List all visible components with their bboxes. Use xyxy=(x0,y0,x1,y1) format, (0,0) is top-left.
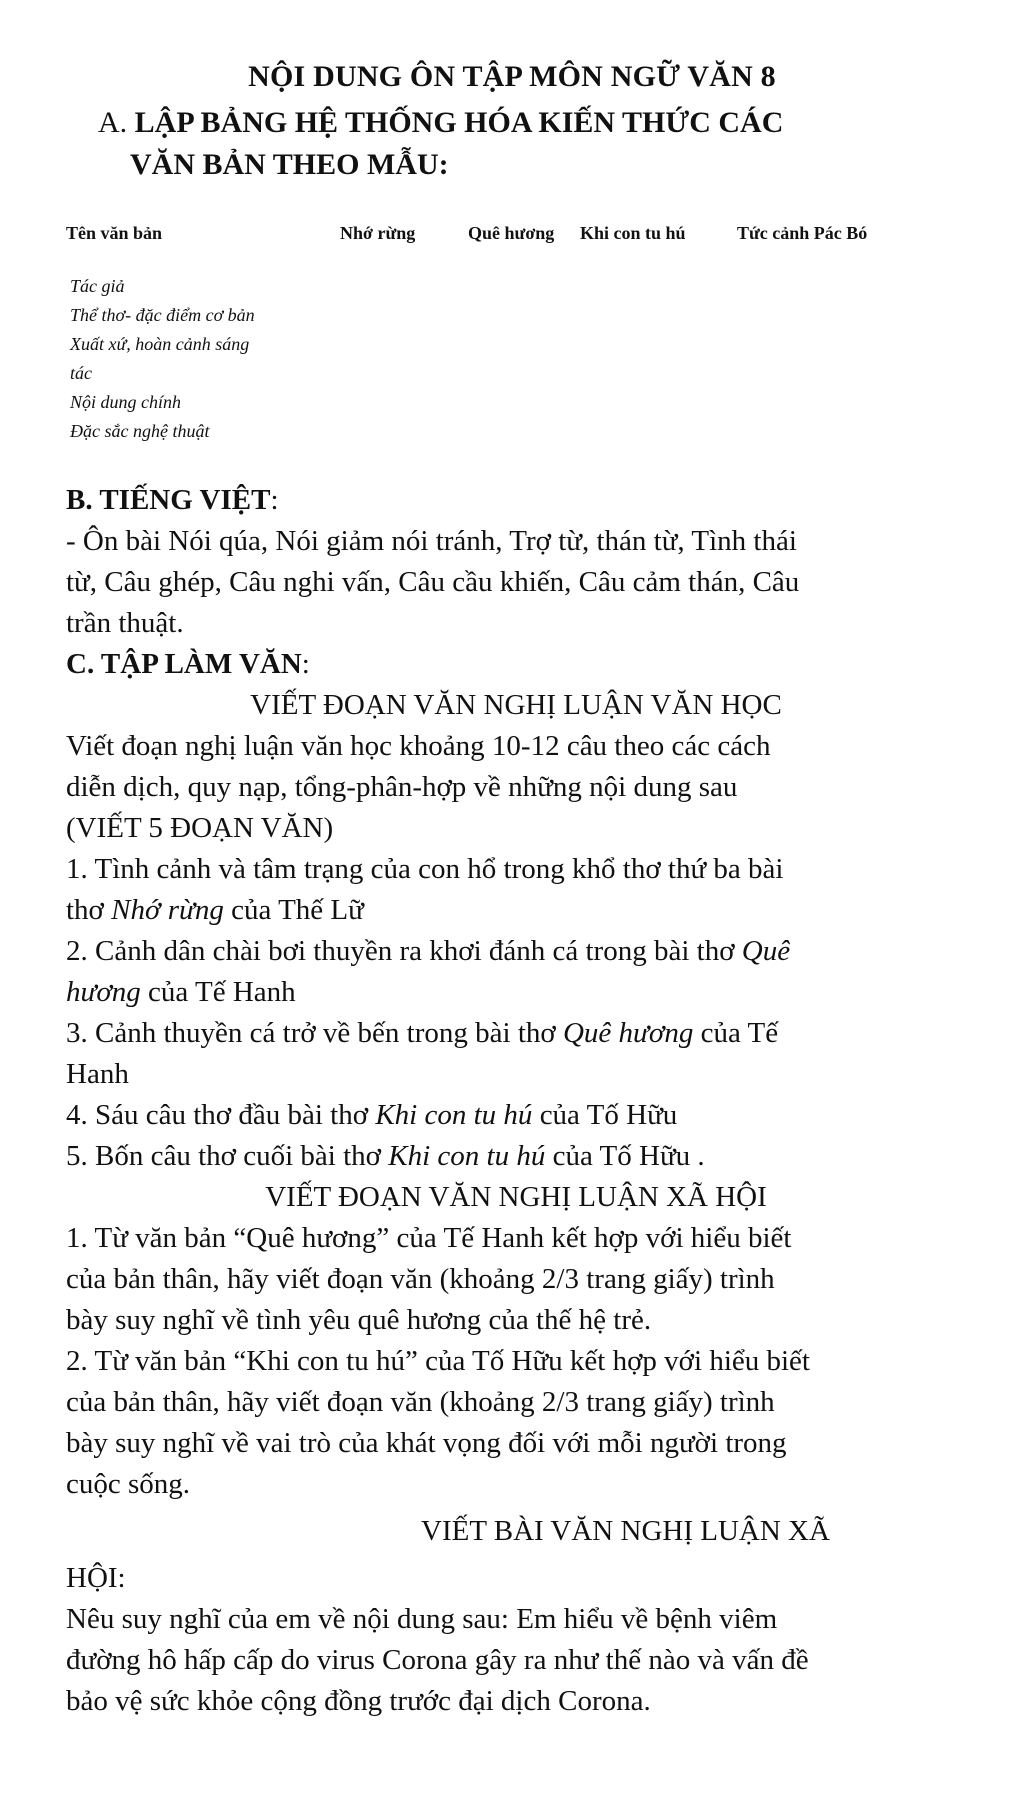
section-a-line2: VĂN BẢN THEO MẪU: xyxy=(130,148,449,181)
text-line: diễn dịch, quy nạp, tổng-phân-hợp về những nội dung sau xyxy=(66,771,738,803)
table-row-label: Tác giả xyxy=(70,276,125,296)
table-row-label: Đặc sắc nghệ thuật xyxy=(70,421,210,441)
subheading-social-essay: VIẾT BÀI VĂN NGHỊ LUẬN XÃ xyxy=(421,1515,830,1547)
document-body xyxy=(66,480,966,1722)
text-line xyxy=(66,931,966,972)
text-line: 1. Từ văn bản “Quê hương” của Tế Hanh kết hợp với hiểu biết xyxy=(66,1222,792,1254)
section-b-heading-text: B. TIẾNG VIỆT xyxy=(66,484,271,516)
text-line: của bản thân, hãy viết đoạn văn (khoảng 2/3 trang giấy) trình xyxy=(66,1263,775,1295)
table-row-label: Thể thơ- đặc điểm cơ bản xyxy=(70,305,255,325)
text-line: đường hô hấp cấp do virus Corona gây ra như thế nào và vấn đề xyxy=(66,1644,809,1676)
text-line: Nêu suy nghĩ của em về nội dung sau: Em hiểu về bệnh viêm xyxy=(66,1603,778,1635)
text-span: thơ xyxy=(66,894,112,926)
text-span: 2. Cảnh dân chài bơi thuyền ra khơi đánh cá trong bài thơ xyxy=(66,935,742,967)
table-header-cell: Khi con tu hú xyxy=(580,223,686,243)
table-header-cell: Tức cảnh Pác Bó xyxy=(737,223,868,243)
section-a-heading xyxy=(98,102,958,186)
text-span: 5. Bốn câu thơ cuối bài thơ xyxy=(66,1140,389,1172)
text-span: của Tế Hanh xyxy=(140,976,296,1008)
table-header-row xyxy=(0,223,1024,249)
text-line: cuộc sống. xyxy=(66,1468,191,1500)
text-line: của bản thân, hãy viết đoạn văn (khoảng 2/3 trang giấy) trình xyxy=(66,1386,775,1418)
section-c-heading-text: C. TẬP LÀM VĂN xyxy=(66,648,302,680)
text-line: Viết đoạn nghị luận văn học khoảng 10-12 câu theo các cách xyxy=(66,730,771,762)
table-header-cell: Nhớ rừng xyxy=(340,223,416,243)
text-span: của Tố Hữu . xyxy=(545,1140,705,1172)
text-line: 2. Từ văn bản “Khi con tu hú” của Tố Hữu kết hợp với hiểu biết xyxy=(66,1345,810,1377)
text-span: của Thế Lữ xyxy=(223,894,364,926)
table-row-label: Xuất xứ, hoàn cảnh sáng xyxy=(70,334,250,354)
poem-title: Quê hương xyxy=(562,1017,694,1049)
text-line: từ, Câu ghép, Câu nghi vấn, Câu cầu khiến, Câu cảm thán, Câu xyxy=(66,566,800,598)
subheading-social-essay-cont: HỘI: xyxy=(66,1562,126,1594)
document-title: NỘI DUNG ÔN TẬP MÔN NGỮ VĂN 8 xyxy=(248,60,776,93)
text-span: của Tố Hữu xyxy=(532,1099,678,1131)
section-c-heading xyxy=(66,644,966,685)
section-a-prefix: A. xyxy=(98,106,128,139)
table-row-label: Nội dung chính xyxy=(70,392,181,412)
section-b-heading xyxy=(66,480,966,521)
subheading-social-paragraph: VIẾT ĐOẠN VĂN NGHỊ LUẬN XÃ HỘI xyxy=(265,1181,767,1213)
poem-title: hương xyxy=(66,976,141,1008)
text-span: 4. Sáu câu thơ đầu bài thơ xyxy=(66,1099,376,1131)
subheading-literary-paragraph: VIẾT ĐOẠN VĂN NGHỊ LUẬN VĂN HỌC xyxy=(250,689,782,721)
table-header-cell: Quê hương xyxy=(468,223,555,243)
text-line: Hanh xyxy=(66,1058,129,1090)
text-line xyxy=(66,1013,966,1054)
text-line: 1. Tình cảnh và tâm trạng của con hổ trong khổ thơ thứ ba bài xyxy=(66,853,784,885)
text-line xyxy=(66,972,966,1013)
text-line xyxy=(66,1136,966,1177)
text-line xyxy=(66,890,966,931)
text-span: 3. Cảnh thuyền cá trở về bến trong bài thơ xyxy=(66,1017,563,1049)
poem-title: Nhớ rừng xyxy=(111,894,224,926)
section-a-line1: LẬP BẢNG HỆ THỐNG HÓA KIẾN THỨC CÁC xyxy=(134,106,784,139)
section-b-colon: : xyxy=(270,484,279,516)
text-line xyxy=(66,1095,966,1136)
text-line: trần thuật. xyxy=(66,607,184,639)
poem-title: Khi con tu hú xyxy=(388,1140,546,1172)
table-row-labels xyxy=(70,272,330,446)
section-c-colon: : xyxy=(301,648,310,680)
text-line: - Ôn bài Nói qúa, Nói giảm nói tránh, Trợ từ, thán từ, Tình thái xyxy=(66,525,797,557)
table-header-cell: Tên văn bản xyxy=(66,223,163,243)
table-row-label: tác xyxy=(70,363,92,383)
poem-title: Quê xyxy=(741,935,791,967)
text-line: bảo vệ sức khỏe cộng đồng trước đại dịch Corona. xyxy=(66,1685,651,1717)
text-line: bày suy nghĩ về tình yêu quê hương của thế hệ trẻ. xyxy=(66,1304,652,1336)
text-span: của Tế xyxy=(693,1017,779,1049)
text-line: bày suy nghĩ về vai trò của khát vọng đối với mỗi người trong xyxy=(66,1427,787,1459)
poem-title: Khi con tu hú xyxy=(375,1099,533,1131)
text-line: (VIẾT 5 ĐOẠN VĂN) xyxy=(66,812,334,844)
